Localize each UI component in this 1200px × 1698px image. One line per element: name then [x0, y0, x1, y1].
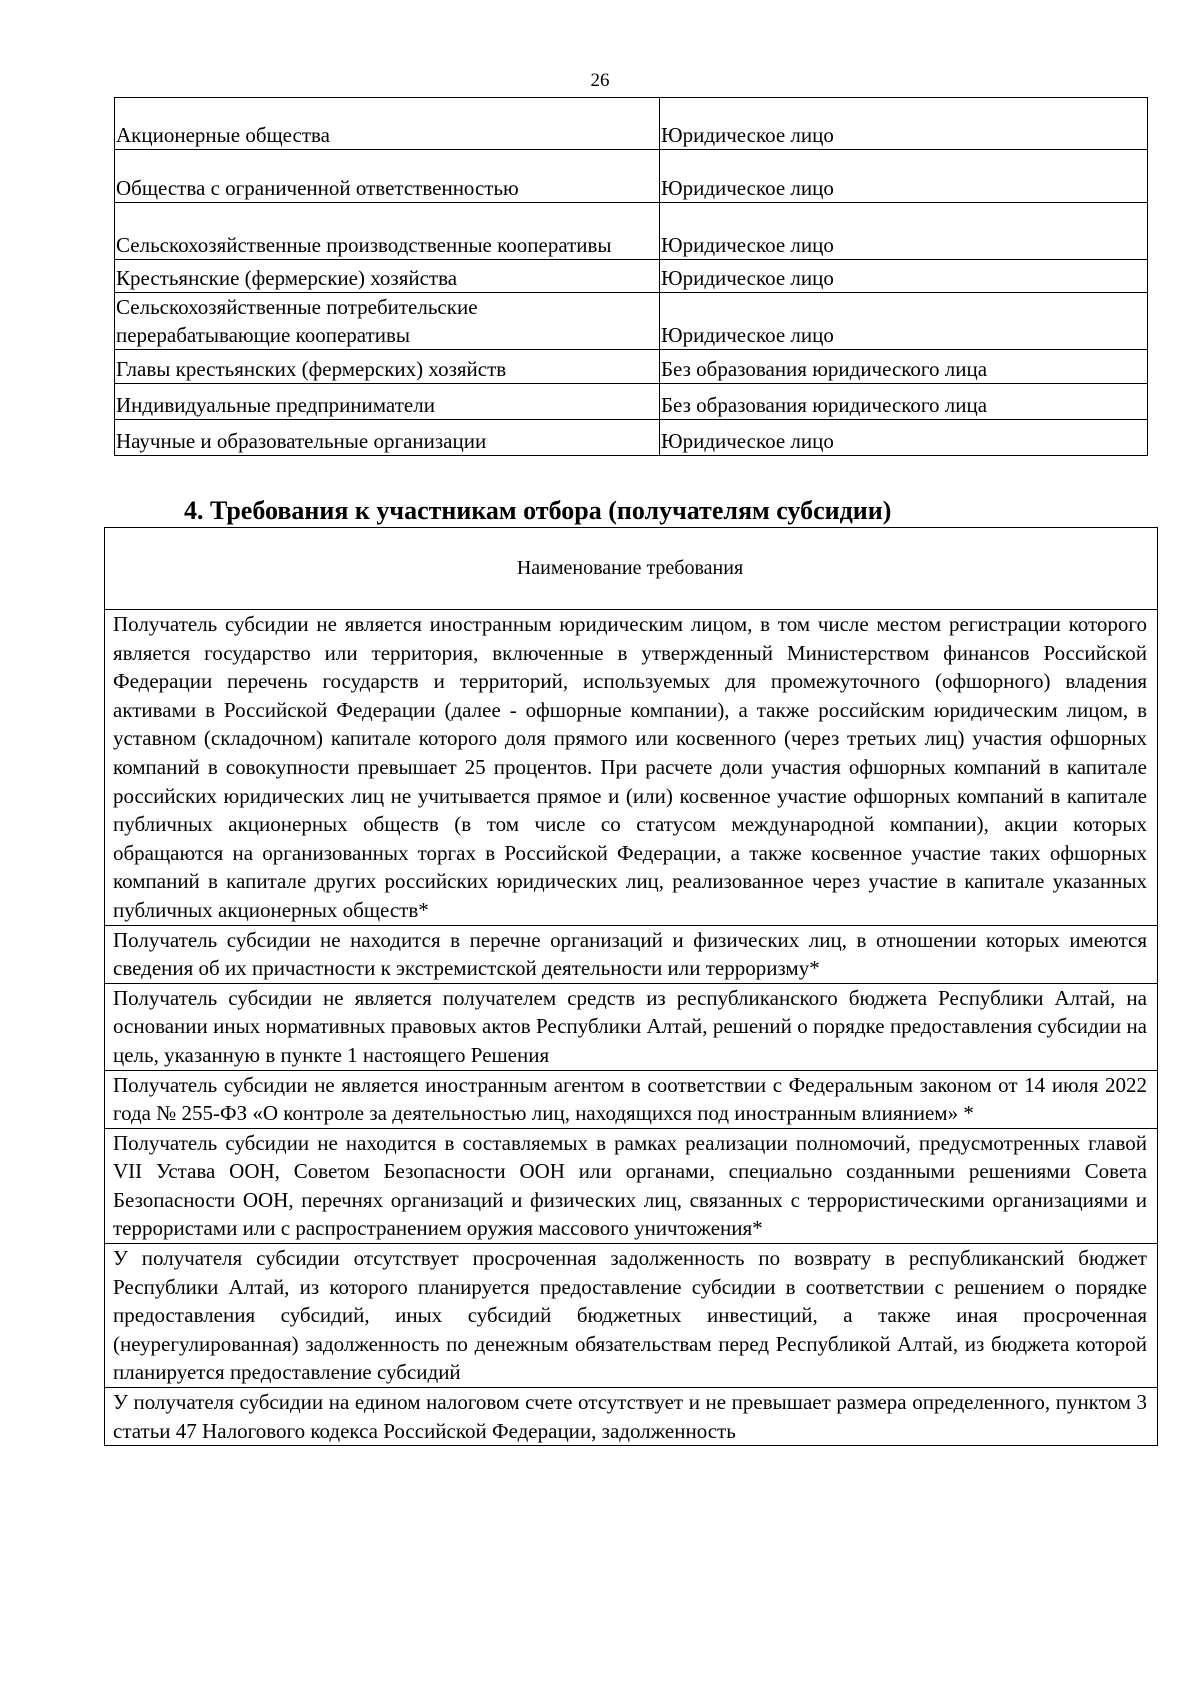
requirement-cell: Получатель субсидии не является иностранным юридическим лицом, в том числе местом регистрации которого является государство или территория, включенные в утвержденный Министерством финансов Российской Федерации перечень государств и территорий, используемых для промежуточного (офшорного) владения активами в Российской Федерации (далее - офшорные компании), а также российским юридическим лицом, в уставном (складочном) капитале которого доля прямого или косвенного (через третьих лиц) участия офшорных компаний в совокупности превышает 25 процентов. При расчете доли участия офшорных компаний в капитале российских юридических лиц не учитывается прямое и (или) косвенное участие офшорных компаний в капитале публичных акционерных обществ (в том числе со статусом международной компании), акции которых обращаются на организованных торгах в Российской Федерации, а также косвенное участие таких офшорных компаний в капитале других российских юридических лиц, реализованное через участие в капитале указанных публичных акционерных обществ* — [105, 610, 1158, 926]
legal-status-cell: Без образования юридического лица — [660, 384, 1148, 420]
legal-status-cell: Юридическое лицо — [660, 293, 1148, 350]
table-row — [105, 983, 1158, 1070]
requirement-cell: Получатель субсидии не является получателем средств из республиканского бюджета Республики Алтай, на основании иных нормативных правовых актов Республики Алтай, решений о порядке предоставления субсидии на цель, указанную в пункте 1 настоящего Решения — [105, 983, 1158, 1070]
table-row — [105, 610, 1158, 926]
org-form-cell: Общества с ограниченной ответственностью — [115, 150, 660, 203]
table-row — [105, 1388, 1158, 1446]
requirement-cell: Получатель субсидии не находится в перечне организаций и физических лиц, в отношении которых имеются сведения об их причастности к экстремистской деятельности или терроризму* — [105, 925, 1158, 983]
legal-status-cell: Без образования юридического лица — [660, 350, 1148, 384]
org-form-cell: Крестьянские (фермерские) хозяйства — [115, 260, 660, 293]
requirement-cell: Получатель субсидии не является иностранным агентом в соответствии с Федеральным законом от 14 июля 2022 года № 255-ФЗ «О контроле за деятельностью лиц, находящихся под иностранным влиянием» * — [105, 1070, 1158, 1128]
table-row — [115, 350, 1148, 384]
table-row — [115, 260, 1148, 293]
requirement-cell: У получателя субсидии на едином налоговом счете отсутствует и не превышает размера определенного, пунктом 3 статьи 47 Налогового кодекса Российской Федерации, задолженность — [105, 1388, 1158, 1446]
section-title: 4. Требования к участникам отбора (получателям субсидии) — [184, 496, 892, 525]
requirement-cell: Получатель субсидии не находится в составляемых в рамках реализации полномочий, предусмотренных главой VII Устава ООН, Советом Безопасности ООН или органами, специально созданными решениями Совета Безопасности ООН, перечнях организаций и физических лиц, связанных с террористическими организациями и террористами или с распространением оружия массового уничтожения* — [105, 1128, 1158, 1243]
page-number: 26 — [590, 70, 610, 91]
legal-status-cell: Юридическое лицо — [660, 260, 1148, 293]
org-form-cell: Научные и образовательные организации — [115, 420, 660, 456]
requirements-table — [104, 527, 1158, 1446]
org-form-cell: Главы крестьянских (фермерских) хозяйств — [115, 350, 660, 384]
legal-status-cell: Юридическое лицо — [660, 150, 1148, 203]
organization-forms-table — [114, 97, 1148, 456]
table-row — [115, 150, 1148, 203]
table-header-row — [105, 528, 1158, 610]
legal-status-cell: Юридическое лицо — [660, 420, 1148, 456]
table-row — [115, 293, 1148, 350]
table-row — [115, 98, 1148, 150]
org-form-cell: Акционерные общества — [115, 98, 660, 150]
org-form-cell: Сельскохозяйственные производственные кооперативы — [115, 203, 660, 260]
table-row — [115, 420, 1148, 456]
requirement-cell: У получателя субсидии отсутствует просроченная задолженность по возврату в республиканский бюджет Республики Алтай, из которого планируется предоставление субсидии в соответствии с решением о порядке предоставления субсидий, иных субсидий бюджетных инвестиций, а также иная просроченная (неурегулированная) задолженность по денежным обязательствам перед Республикой Алтай, из бюджета которой планируется предоставление субсидий — [105, 1244, 1158, 1388]
table-row — [105, 1128, 1158, 1243]
legal-status-cell: Юридическое лицо — [660, 203, 1148, 260]
table-row — [105, 1244, 1158, 1388]
requirements-column-header: Наименование требования — [105, 528, 1158, 610]
legal-status-cell: Юридическое лицо — [660, 98, 1148, 150]
table-row — [115, 203, 1148, 260]
table-row — [105, 925, 1158, 983]
org-form-cell: Индивидуальные предприниматели — [115, 384, 660, 420]
table-row — [105, 1070, 1158, 1128]
org-form-cell: Сельскохозяйственные потребительские перерабатывающие кооперативы — [115, 293, 660, 350]
table-row — [115, 384, 1148, 420]
